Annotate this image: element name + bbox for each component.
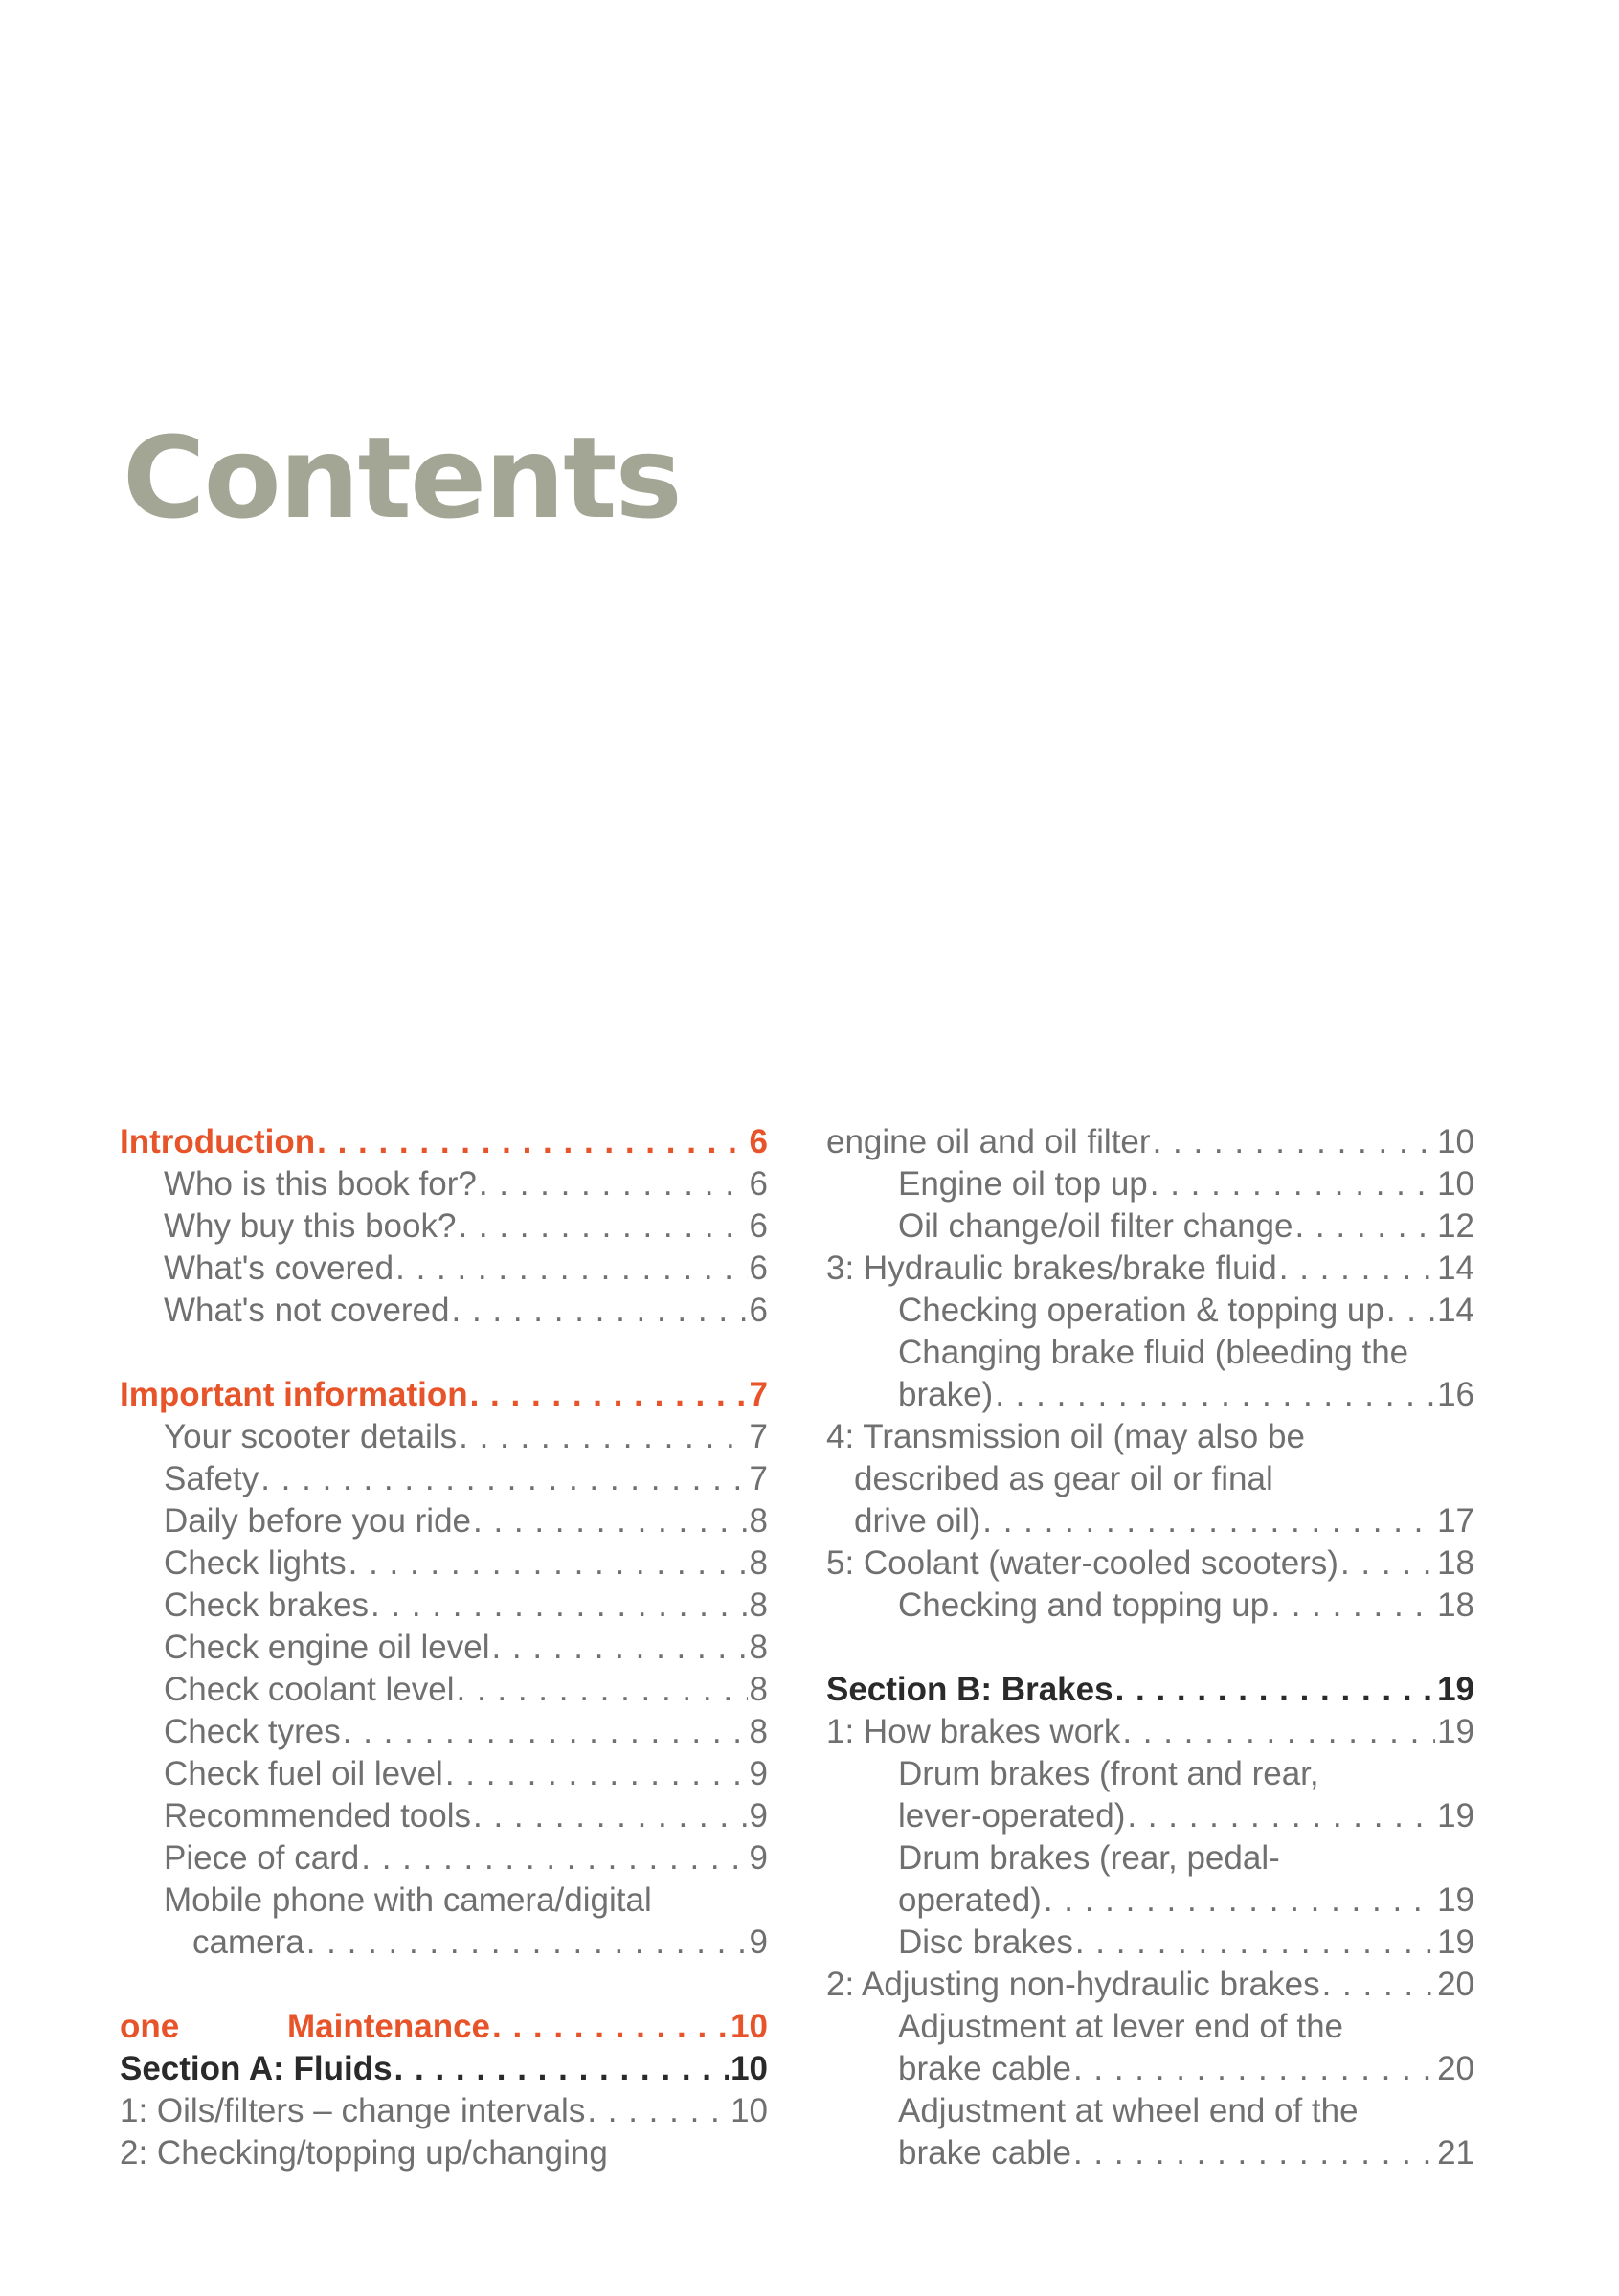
page-number: 9 <box>749 1755 768 1792</box>
toc-entry <box>120 1458 768 1500</box>
toc-entry-text: Recommended tools <box>164 1797 471 1835</box>
dot-leader <box>458 1205 747 1248</box>
toc-section-heading <box>120 2048 768 2090</box>
page-number: 10 <box>731 2008 768 2045</box>
toc-entry-text: engine oil and oil filter <box>826 1123 1151 1160</box>
toc-entry <box>826 1332 1474 1416</box>
toc-entry <box>826 2006 1474 2090</box>
toc-chapter <box>120 2006 768 2048</box>
dot-leader <box>371 1585 748 1627</box>
page-number: 6 <box>749 1207 768 1245</box>
toc-right-column <box>826 1121 1474 2174</box>
page-number: 19 <box>1437 1797 1474 1835</box>
page-number: 10 <box>731 2050 768 2087</box>
dot-leader <box>470 1374 748 1416</box>
toc-entry-text: Mobile phone with camera/digital <box>164 1881 652 1919</box>
toc-entry <box>120 1542 768 1585</box>
page-number: 12 <box>1437 1207 1474 1245</box>
dot-leader <box>1115 1669 1436 1711</box>
toc-entry-text: Section A: Fluids <box>120 2050 393 2087</box>
toc-entry-text: What's not covered <box>164 1292 450 1329</box>
toc-entry-text: lever-operated) <box>898 1797 1126 1835</box>
page-number: 10 <box>1437 1165 1474 1203</box>
toc-entry-text: Disc brakes <box>898 1924 1073 1961</box>
dot-leader <box>459 1416 747 1458</box>
page-number: 8 <box>749 1587 768 1624</box>
page-number: 7 <box>749 1418 768 1455</box>
page-number: 7 <box>749 1460 768 1497</box>
dot-leader <box>1073 2048 1435 2090</box>
dot-leader <box>343 1711 748 1753</box>
toc-entry-text: 1: How brakes work <box>826 1713 1121 1750</box>
toc-entry-last-line <box>164 1922 768 1964</box>
page-number: 8 <box>749 1671 768 1708</box>
toc-entry <box>826 1753 1474 1837</box>
dot-leader <box>260 1458 747 1500</box>
toc-entry <box>826 1542 1474 1585</box>
page-number: 8 <box>749 1713 768 1750</box>
toc-entry <box>120 1205 768 1248</box>
dot-leader <box>473 1795 748 1837</box>
page-number: 10 <box>731 2092 768 2129</box>
toc-entry <box>120 1585 768 1627</box>
toc-entry-text: drive oil) <box>854 1502 981 1540</box>
toc-entry-text: 3: Hydraulic brakes/brake fluid <box>826 1249 1277 1287</box>
toc-entry <box>120 1290 768 1332</box>
chapter-number: one <box>120 2008 180 2045</box>
toc-entry <box>826 1248 1474 1290</box>
toc-entry-text: Adjustment at lever end of the <box>898 2008 1343 2045</box>
dot-leader <box>1075 1922 1435 1964</box>
toc-gap <box>826 1627 1474 1669</box>
dot-leader <box>1044 1880 1435 1922</box>
dot-leader <box>1386 1290 1435 1332</box>
toc-entry <box>120 1627 768 1669</box>
dot-leader <box>479 1163 748 1205</box>
toc-entry <box>120 1163 768 1205</box>
toc-entry-text: Check tyres <box>164 1713 341 1750</box>
dot-leader <box>457 1669 748 1711</box>
toc-entry-text: Oil change/oil filter change <box>898 1207 1293 1245</box>
dot-leader <box>982 1500 1435 1542</box>
page-number: 20 <box>1437 1966 1474 2003</box>
page-number: 10 <box>1437 1123 1474 1160</box>
dot-leader <box>306 1922 748 1964</box>
toc-entry-text: Engine oil top up <box>898 1165 1148 1203</box>
toc-entry <box>120 1880 768 1964</box>
toc-entry <box>120 1416 768 1458</box>
toc-entry <box>120 2090 768 2132</box>
toc-entry <box>826 1205 1474 1248</box>
toc-entry-text: Introduction <box>120 1123 316 1160</box>
page-number: 20 <box>1437 2050 1474 2087</box>
toc-chapter <box>120 1121 768 1163</box>
toc-entry-text: 5: Coolant (water-cooled scooters) <box>826 1544 1338 1582</box>
toc-entry <box>120 1753 768 1795</box>
toc-entry-text: What's covered <box>164 1249 394 1287</box>
toc-entry <box>826 1964 1474 2006</box>
dot-leader <box>1153 1121 1436 1163</box>
page-number: 6 <box>749 1292 768 1329</box>
toc-entry-text: described as gear oil or final <box>854 1460 1273 1497</box>
toc-gap <box>120 1964 768 2006</box>
toc-left-column <box>120 1121 768 2174</box>
page-number: 19 <box>1437 1924 1474 1961</box>
toc-gap <box>120 1332 768 1374</box>
dot-leader <box>1122 1711 1435 1753</box>
page-number: 7 <box>749 1376 768 1413</box>
toc-entry-text: 1: Oils/filters – change intervals <box>120 2092 586 2129</box>
page-number: 9 <box>749 1839 768 1877</box>
toc-entry <box>826 1922 1474 1964</box>
toc-entry <box>826 1711 1474 1753</box>
toc-entry-text: Check brakes <box>164 1587 369 1624</box>
toc-entry-text: Drum brakes (front and rear, <box>898 1755 1319 1792</box>
dot-leader <box>1270 1585 1435 1627</box>
toc-entry-text: 4: Transmission oil (may also be <box>826 1418 1305 1455</box>
toc-entry-text: 2: Checking/topping up/changing <box>120 2134 608 2172</box>
dot-leader <box>1127 1795 1435 1837</box>
toc-entry-text: Maintenance <box>287 2008 490 2045</box>
dot-leader <box>349 1542 748 1585</box>
toc-entry-text: Why buy this book? <box>164 1207 457 1245</box>
page-number: 21 <box>1437 2134 1474 2172</box>
toc-entry <box>826 1837 1474 1922</box>
page-number: 19 <box>1437 1671 1474 1708</box>
dot-leader <box>1279 1248 1435 1290</box>
toc-entry-text: Checking and topping up <box>898 1587 1270 1624</box>
toc-entry-text: Check coolant level <box>164 1671 455 1708</box>
toc-entry <box>826 1416 1474 1542</box>
toc-entry <box>120 1669 768 1711</box>
dot-leader <box>492 2006 729 2048</box>
toc-entry-last-line <box>898 1795 1474 1837</box>
toc-entry <box>120 2132 768 2174</box>
dot-leader <box>1150 1163 1435 1205</box>
dot-leader <box>1340 1542 1435 1585</box>
toc-entry-text: brake cable <box>898 2134 1071 2172</box>
toc-entry-text: Adjustment at wheel end of the <box>898 2092 1359 2129</box>
toc-entry-text: brake cable <box>898 2050 1071 2087</box>
toc-entry-last-line <box>898 2048 1474 2090</box>
toc-entry-text: Drum brakes (rear, pedal- <box>898 1839 1280 1877</box>
toc-entry-text: Check engine oil level <box>164 1629 490 1666</box>
page-title: Contents <box>123 412 681 544</box>
page-number: 19 <box>1437 1713 1474 1750</box>
toc-entry-text: Check lights <box>164 1544 347 1582</box>
page-number: 14 <box>1437 1292 1474 1329</box>
page-number: 18 <box>1437 1587 1474 1624</box>
page-number: 19 <box>1437 1881 1474 1919</box>
toc-entry <box>120 1837 768 1880</box>
toc-entry-text: 2: Adjusting non-hydraulic brakes <box>826 1966 1320 2003</box>
toc-entry <box>826 2090 1474 2174</box>
page-number: 6 <box>749 1165 768 1203</box>
page-number: 6 <box>749 1249 768 1287</box>
toc-entry-text: Important information <box>120 1376 468 1413</box>
toc-entry-text: camera <box>192 1924 304 1961</box>
toc-entry-text: Safety <box>164 1460 259 1497</box>
toc-entry-text: Section B: Brakes <box>826 1671 1113 1708</box>
toc-entry <box>826 1290 1474 1332</box>
dot-leader <box>1073 2132 1435 2174</box>
toc-entry <box>120 1711 768 1753</box>
dot-leader <box>317 1121 747 1163</box>
page-number: 9 <box>749 1797 768 1835</box>
page-number: 6 <box>749 1123 768 1160</box>
dot-leader <box>395 1248 747 1290</box>
toc-entry-last-line <box>898 1374 1474 1416</box>
page-number: 18 <box>1437 1544 1474 1582</box>
dot-leader <box>1294 1205 1435 1248</box>
toc-chapter <box>120 1374 768 1416</box>
page-number: 17 <box>1437 1502 1474 1540</box>
toc-entry-text: Checking operation & topping up <box>898 1292 1384 1329</box>
toc-entry-text: brake) <box>898 1376 994 1413</box>
dot-leader <box>361 1837 747 1880</box>
toc-entry <box>120 1795 768 1837</box>
toc-entry <box>120 1248 768 1290</box>
page-number: 14 <box>1437 1249 1474 1287</box>
toc-entry-last-line <box>898 1880 1474 1922</box>
toc-entry-text: Check fuel oil level <box>164 1755 443 1792</box>
dot-leader <box>394 2048 730 2090</box>
dot-leader <box>995 1374 1435 1416</box>
toc-entry-text: Piece of card <box>164 1839 360 1877</box>
toc-entry-text: operated) <box>898 1881 1042 1919</box>
page-number: 8 <box>749 1502 768 1540</box>
dot-leader <box>445 1753 748 1795</box>
toc-entry-last-line <box>826 1500 1474 1542</box>
toc-entry-text: Your scooter details <box>164 1418 458 1455</box>
page-number: 9 <box>749 1924 768 1961</box>
dot-leader <box>587 2090 729 2132</box>
dot-leader <box>452 1290 748 1332</box>
toc-entry-text: Who is this book for? <box>164 1165 477 1203</box>
dot-leader <box>1322 1964 1435 2006</box>
toc-entry <box>826 1163 1474 1205</box>
toc-entry-last-line <box>898 2132 1474 2174</box>
page-number: 8 <box>749 1629 768 1666</box>
page-number: 8 <box>749 1544 768 1582</box>
toc-entry <box>826 1585 1474 1627</box>
dot-leader <box>491 1627 747 1669</box>
toc-entry <box>120 1500 768 1542</box>
dot-leader <box>473 1500 748 1542</box>
toc-entry <box>826 1121 1474 1163</box>
page-number: 16 <box>1437 1376 1474 1413</box>
toc-entry-text: Changing brake fluid (bleeding the <box>898 1334 1409 1371</box>
toc-entry-text: Daily before you ride <box>164 1502 471 1540</box>
toc-section-heading <box>826 1669 1474 1711</box>
